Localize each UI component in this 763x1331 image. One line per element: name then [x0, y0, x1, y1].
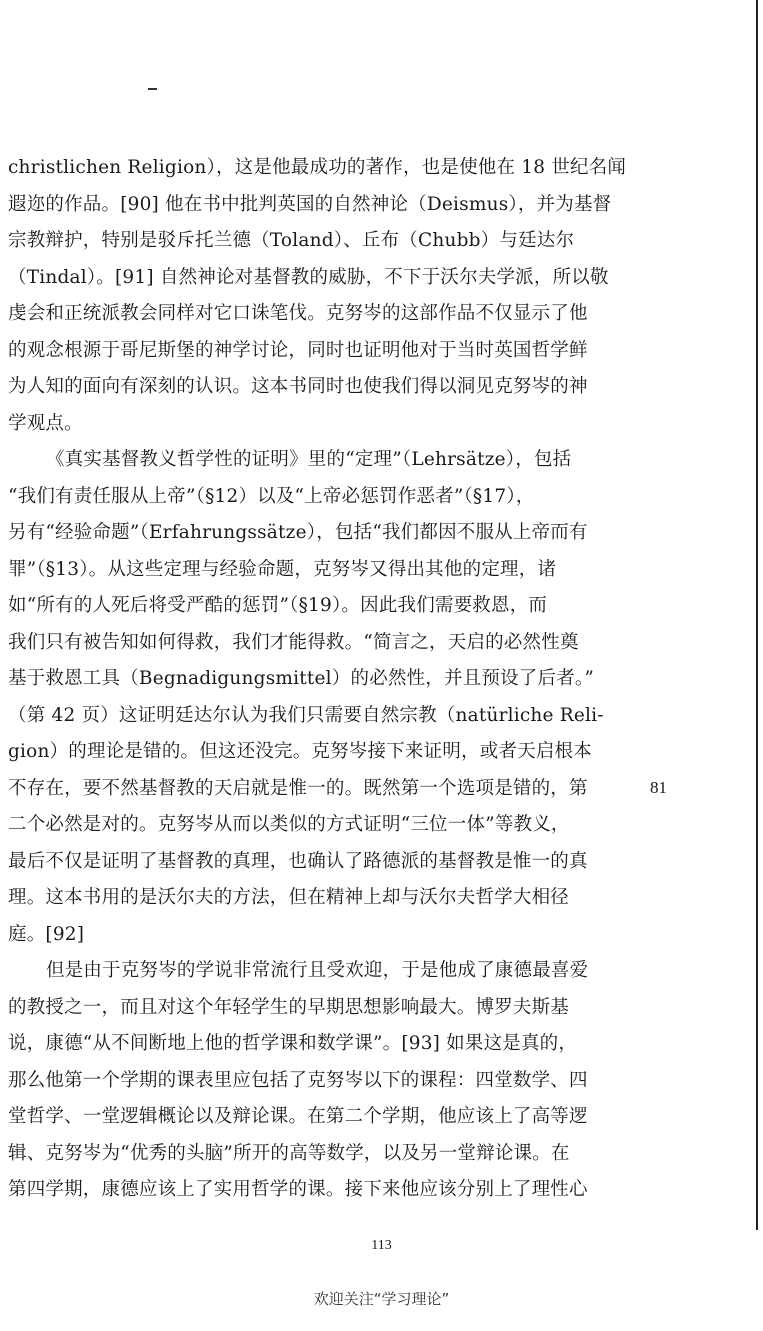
- text-line: gion）的理论是错的。但这还没完。克努岑接下来证明，或者天启根本: [8, 741, 592, 762]
- text-line: 我们只有被告知如何得救，我们才能得救。“简言之，天启的必然性奠: [8, 631, 579, 653]
- text-line: 那么他第一个学期的课表里应包括了克努岑以下的课程：四堂数学、四: [8, 1069, 588, 1091]
- text-line: 理。这本书用的是沃尔夫的方法，但在精神上却与沃尔夫哲学大相径: [8, 887, 570, 908]
- scan-mark: [148, 88, 157, 90]
- text-line: （第 42 页）这证明廷达尔认为我们只需要自然宗教（natürliche Reli-: [8, 704, 604, 726]
- text-line: christlichen Religion），这是他最成功的著作，也是使他在 18 世纪名闻: [8, 157, 627, 178]
- text-line: 虔会和正统派教会同样对它口诛笔伐。克努岑的这部作品不仅显示了他: [8, 303, 588, 324]
- text-line: 最后不仅是证明了基督教的真理，也确认了路德派的基督教是惟一的真: [8, 850, 588, 872]
- text-line: 《真实基督教义哲学性的证明》里的“定理”（Lehrsätze），包括: [46, 449, 572, 470]
- text-line: （Tindal）。[91] 自然神论对基督教的威胁，不下于沃尔夫学派，所以敬: [8, 266, 609, 288]
- body-text: [8, 150, 634, 1209]
- page-number: 113: [371, 1238, 392, 1253]
- text-line: 罪”（§13）。从这些定理与经验命题，克努岑又得出其他的定理，诸: [8, 558, 557, 580]
- text-line: 的观念根源于哥尼斯堡的神学讨论，同时也证明他对于当时英国哲学鲜: [8, 339, 588, 361]
- text-line: 的教授之一，而且对这个年轻学生的早期思想影响最大。博罗夫斯基: [8, 996, 570, 1018]
- text-line: 不存在，要不然基督教的天启就是惟一的。既然第一个选项是错的，第: [8, 777, 588, 799]
- text-line: 另有“经验命题”（Erfahrungssätze），包括“我们都因不服从上帝而有: [8, 522, 588, 543]
- text-line: 学观点。: [8, 412, 83, 434]
- text-line: 但是由于克努岑的学说非常流行且受欢迎，于是他成了康德最喜爱: [46, 960, 589, 981]
- text-line: 宗教辩护，特别是驳斥托兰德（Toland）、丘布（Chubb）与廷达尔: [8, 230, 575, 251]
- text-line: 基于救恩工具（Begnadigungsmittel）的必然性，并且预设了后者。”: [8, 668, 595, 689]
- text-line: 堂哲学、一堂逻辑概论以及辩论课。在第二个学期，他应该上了高等逻: [8, 1106, 588, 1127]
- text-line: 庭。[92]: [8, 923, 85, 945]
- footer-text: 欢迎关注“学习理论”: [313, 1290, 450, 1308]
- text-line: 说，康德“从不间断地上他的哲学课和数学课”。[93] 如果这是真的，: [8, 1033, 578, 1054]
- text-line: 遐迩的作品。[90] 他在书中批判英国的自然神论（Deismus），并为基督: [8, 193, 612, 215]
- text-line: 二个必然是对的。克努岑从而以类似的方式证明“三位一体”等教义，: [8, 814, 570, 835]
- text-line: “我们有责任服从上帝”（§12）以及“上帝必惩罚作恶者”（§17），: [8, 485, 535, 507]
- text-line: 为人知的面向有深刻的认识。这本书同时也使我们得以洞见克努岑的神: [8, 376, 588, 397]
- text-line: 如“所有的人死后将受严酷的惩罚”（§19）。因此我们需要救恩，而: [8, 595, 548, 616]
- text-line: 辑、克努岑为“优秀的头脑”所开的高等数学，以及另一堂辩论课。在: [8, 1142, 570, 1164]
- page-edge-line: [756, 0, 758, 1230]
- margin-page-reference: 81: [650, 778, 667, 797]
- text-line: 第四学期，康德应该上了实用哲学的课。接下来他应该分别上了理性心: [8, 1179, 588, 1200]
